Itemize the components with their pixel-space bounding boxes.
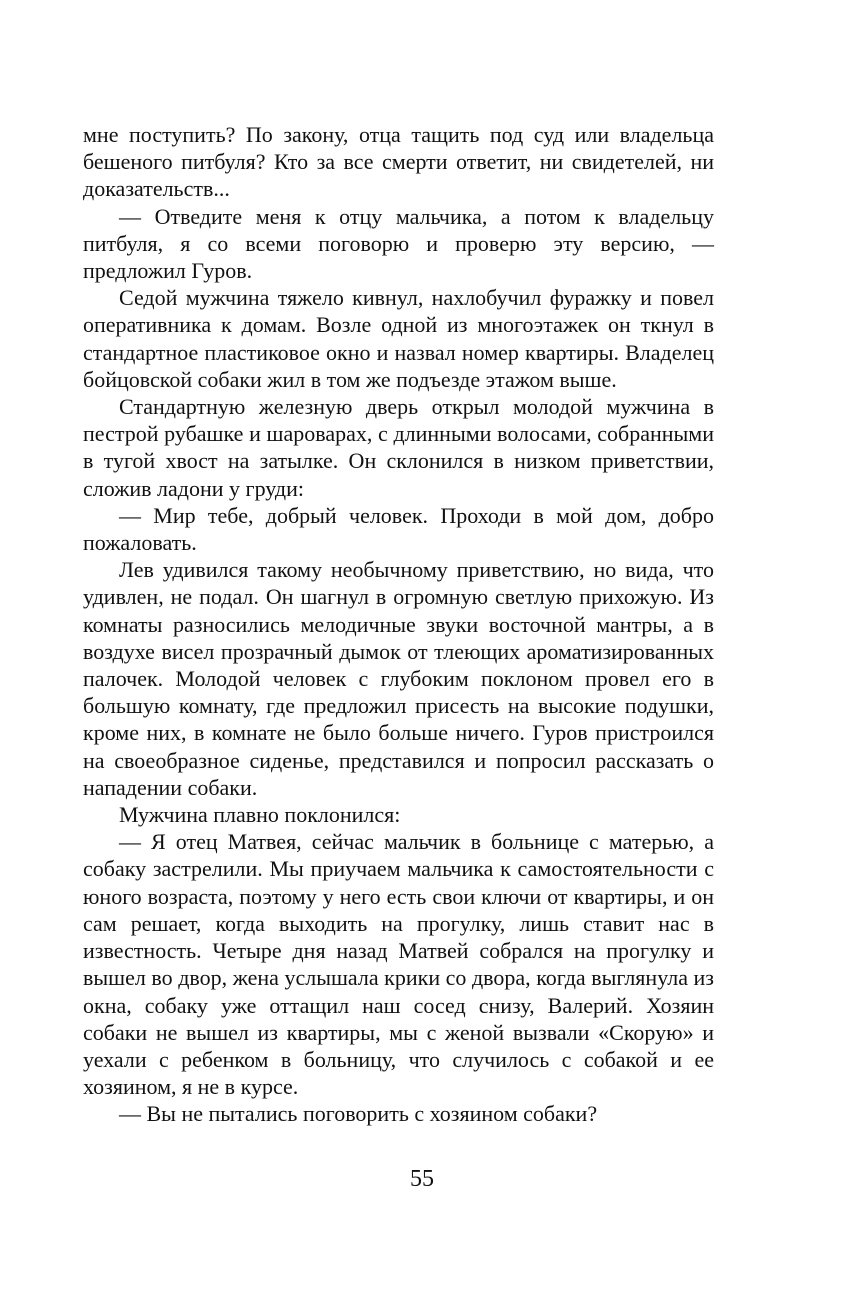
paragraph-continued: мне поступить? По закону, отца тащить под суд или владельца бешеного питбуля? Кто за все смерти ответит, ни свидетелей, ни доказательств...	[83, 122, 714, 202]
paragraph: Стандартную железную дверь открыл молодой мужчина в пестрой рубашке и шароварах, с длинными волосами, собранными в тугой хвост на затылке. Он склонился в низком приветствии, сложив ладони у груди:	[83, 394, 714, 501]
body-text	[83, 121, 714, 1128]
paragraph: Седой мужчина тяжело кивнул, нахлобучил фуражку и повел оперативника к домам. Возле одной из многоэтажек он ткнул в стандартное пластиковое окно и назвал номер квартиры. Владелец бойцовской собаки жил в том же подъезде этажом выше.	[83, 285, 714, 392]
paragraph-dialogue: — Я отец Матвея, сейчас мальчик в больнице с матерью, а собаку застрелили. Мы приучаем мальчика к самостоятельности с юного возраста, поэтому у него есть свои ключи от квартиры, и он сам решает, когда выходить на прогулку, лишь ставит нас в известность. Четыре дня назад Матвей собрался на прогулку и вышел во двор, жена услышала крики со двора, когда выглянула из окна, собаку уже оттащил наш сосед снизу, Валерий. Хозяин собаки не вышел из квартиры, мы с женой вызвали «Скорую» и уехали с ребенком в больницу, что случилось с собакой и ее хозяином, я не в курсе.	[83, 829, 714, 1100]
paragraph: Лев удивился такому необычному приветствию, но вида, что удивлен, не подал. Он шагнул в огромную светлую прихожую. Из комнаты разносились мелодичные звуки восточной мантры, а в воздухе висел прозрачный дымок от тлеющих ароматизированных палочек. Молодой человек с глубоким поклоном провел его в большую комнату, где предложил присесть на высокие подушки, кроме них, в комнате не было больше ничего. Гуров пристроился на своеобразное сиденье, представился и попросил рассказать о нападении собаки.	[83, 557, 714, 800]
paragraph-dialogue: — Мир тебе, добрый человек. Проходи в мой дом, добро пожаловать.	[83, 502, 714, 556]
paragraph-dialogue: — Отведите меня к отцу мальчика, а потом к владельцу питбуля, я со всеми поговорю и проверю эту версию, — предложил Гуров.	[83, 203, 714, 284]
paragraph: Мужчина плавно поклонился:	[119, 802, 401, 828]
paragraph-dialogue: — Вы не пытались поговорить с хозяином собаки?	[119, 1101, 598, 1127]
page-number: 55	[410, 1166, 434, 1192]
